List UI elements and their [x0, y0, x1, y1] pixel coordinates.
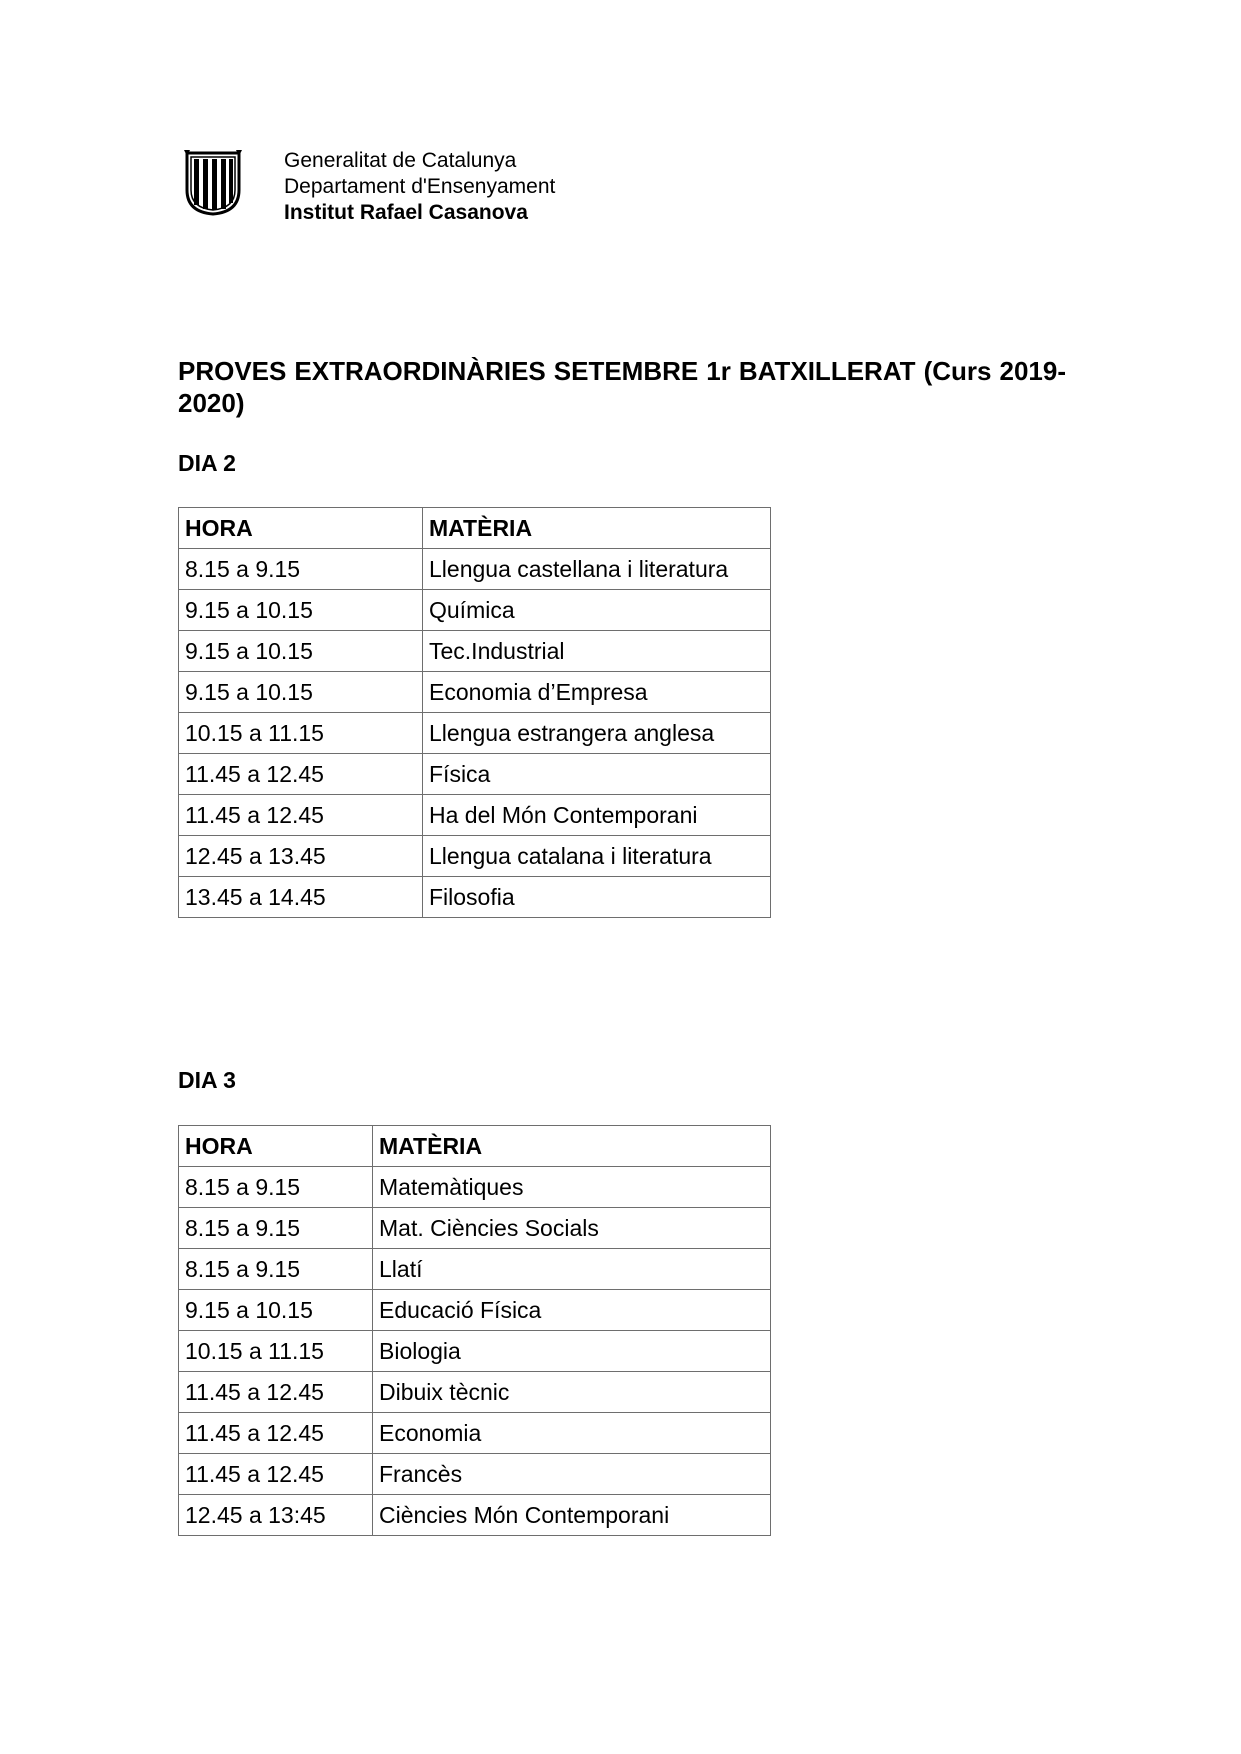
- materia-cell: Francès: [373, 1454, 771, 1495]
- table-row: [179, 877, 771, 918]
- table-row: [179, 1495, 771, 1536]
- day2-heading: DIA 2: [178, 450, 236, 476]
- institution-header: [284, 148, 555, 226]
- day2-schedule-table: [178, 507, 771, 918]
- table-row: [179, 836, 771, 877]
- header-departament: Departament d'Ensenyament: [284, 175, 556, 198]
- hora-cell: 8.15 a 9.15: [179, 1249, 373, 1290]
- materia-cell: Ha del Món Contemporani: [423, 795, 771, 836]
- hora-cell: 8.15 a 9.15: [179, 1208, 373, 1249]
- materia-cell: Ciències Món Contemporani: [373, 1495, 771, 1536]
- catalonia-coat-of-arms-logo: [184, 150, 242, 216]
- materia-cell: Educació Física: [373, 1290, 771, 1331]
- materia-cell: Economia: [373, 1413, 771, 1454]
- hora-cell: 13.45 a 14.45: [179, 877, 423, 918]
- materia-cell: Filosofia: [423, 877, 771, 918]
- table-row: [179, 1331, 771, 1372]
- hora-cell: 10.15 a 11.15: [179, 713, 423, 754]
- column-header-materia: MATÈRIA: [373, 1126, 771, 1167]
- day3-heading: DIA 3: [178, 1067, 236, 1093]
- table-row: [179, 549, 771, 590]
- materia-cell: Llengua castellana i literatura: [423, 549, 771, 590]
- hora-cell: 8.15 a 9.15: [179, 549, 423, 590]
- table-header-row: [179, 508, 771, 549]
- hora-cell: 8.15 a 9.15: [179, 1167, 373, 1208]
- table-row: [179, 672, 771, 713]
- hora-cell: 12.45 a 13.45: [179, 836, 423, 877]
- materia-cell: Dibuix tècnic: [373, 1372, 771, 1413]
- table-row: [179, 590, 771, 631]
- materia-cell: Llengua catalana i literatura: [423, 836, 771, 877]
- hora-cell: 9.15 a 10.15: [179, 590, 423, 631]
- table-row: [179, 713, 771, 754]
- table-row: [179, 1372, 771, 1413]
- hora-cell: 11.45 a 12.45: [179, 754, 423, 795]
- materia-cell: Matemàtiques: [373, 1167, 771, 1208]
- hora-cell: 11.45 a 12.45: [179, 1372, 373, 1413]
- materia-cell: Llengua estrangera anglesa: [423, 713, 771, 754]
- materia-cell: Química: [423, 590, 771, 631]
- hora-cell: 9.15 a 10.15: [179, 1290, 373, 1331]
- header-institut: Institut Rafael Casanova: [284, 201, 528, 224]
- hora-cell: 9.15 a 10.15: [179, 672, 423, 713]
- header-generalitat: Generalitat de Catalunya: [284, 149, 517, 172]
- materia-cell: Economia d’Empresa: [423, 672, 771, 713]
- column-header-hora: HORA: [179, 1126, 373, 1167]
- materia-cell: Física: [423, 754, 771, 795]
- materia-cell: Tec.Industrial: [423, 631, 771, 672]
- materia-cell: Mat. Ciències Socials: [373, 1208, 771, 1249]
- column-header-hora: HORA: [179, 508, 423, 549]
- table-row: [179, 754, 771, 795]
- day3-schedule-table: [178, 1125, 771, 1536]
- table-header-row: [179, 1126, 771, 1167]
- materia-cell: Llatí: [373, 1249, 771, 1290]
- column-header-materia: MATÈRIA: [423, 508, 771, 549]
- table-row: [179, 1167, 771, 1208]
- hora-cell: 11.45 a 12.45: [179, 1413, 373, 1454]
- table-row: [179, 631, 771, 672]
- materia-cell: Biologia: [373, 1331, 771, 1372]
- table-row: [179, 1454, 771, 1495]
- table-row: [179, 795, 771, 836]
- table-row: [179, 1249, 771, 1290]
- hora-cell: 12.45 a 13:45: [179, 1495, 373, 1536]
- hora-cell: 9.15 a 10.15: [179, 631, 423, 672]
- table-row: [179, 1290, 771, 1331]
- table-row: [179, 1208, 771, 1249]
- hora-cell: 11.45 a 12.45: [179, 795, 423, 836]
- document-title: PROVES EXTRAORDINÀRIES SETEMBRE 1r BATXILLERAT (Curs 2019- 2020): [178, 356, 1066, 418]
- hora-cell: 10.15 a 11.15: [179, 1331, 373, 1372]
- table-row: [179, 1413, 771, 1454]
- hora-cell: 11.45 a 12.45: [179, 1454, 373, 1495]
